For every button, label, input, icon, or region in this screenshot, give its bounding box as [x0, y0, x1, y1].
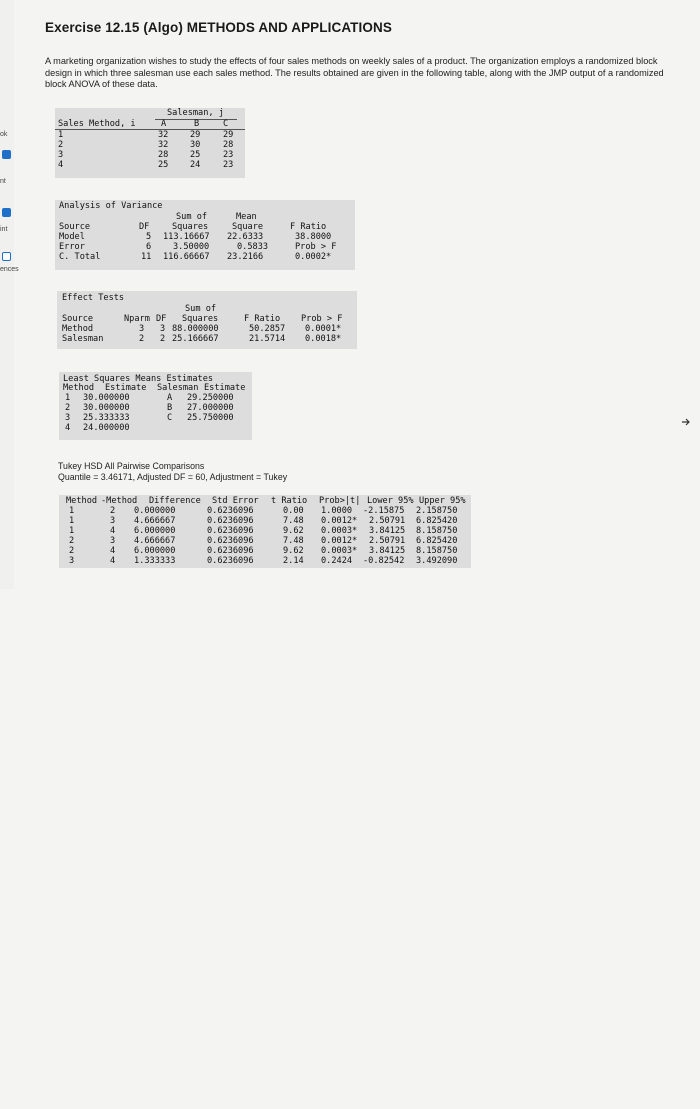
- lsmeans-header-method: Method: [63, 383, 95, 393]
- tukey-row-m1: 1: [69, 516, 75, 526]
- tukey-header-t-ratio: t Ratio: [271, 496, 308, 506]
- anova-row-ss: 113.16667: [163, 232, 210, 242]
- table-cell: 29: [223, 130, 234, 140]
- table-cell: 32: [158, 140, 169, 150]
- sidebar-icon-1[interactable]: [2, 150, 11, 159]
- table-row-method: 3: [58, 150, 64, 160]
- table-cell: 25: [190, 150, 201, 160]
- tukey-row-m1: 1: [69, 526, 75, 536]
- effect-row-ss: 88.000000: [172, 324, 219, 334]
- sales-method-header: Sales Method, i: [58, 119, 136, 129]
- table-cell: 32: [158, 130, 169, 140]
- tukey-row-p: 0.0003*: [321, 546, 358, 556]
- tukey-row-diff: 6.000000: [134, 546, 176, 556]
- table-cell: 23: [223, 150, 234, 160]
- anova-row-ss: 3.50000: [173, 242, 210, 252]
- tukey-row-upper: 6.825420: [416, 516, 458, 526]
- lsmeans-row-est1: 30.000000: [83, 393, 130, 403]
- effect-row-df: 2: [160, 334, 166, 344]
- col-header-b: B: [194, 119, 200, 129]
- col-header-c: C: [223, 119, 229, 129]
- exercise-description: A marketing organization wishes to study the effects of four sales methods on weekly sales of a product. The organization employs a randomized block design in which three salesman use each sales method. The results obtained are given in the following table, along with the JMP output of a randomized block ANOVA of these data.: [45, 56, 664, 89]
- tukey-row-upper: 2.158750: [416, 506, 458, 516]
- tukey-row-t: 2.14: [283, 556, 304, 566]
- lsmeans-row-salesman: B: [167, 403, 173, 413]
- anova-header-mean: Mean: [236, 212, 257, 222]
- tukey-row-t: 7.48: [283, 536, 304, 546]
- lsmeans-row-est1: 25.333333: [83, 413, 130, 423]
- effect-header-f-ratio: F Ratio: [244, 314, 281, 324]
- lsmeans-row-est2: 25.750000: [187, 413, 234, 423]
- tukey-row-diff: 6.000000: [134, 526, 176, 536]
- effect-header-prob: Prob > F: [301, 314, 343, 324]
- lsmeans-row-method: 4: [65, 423, 71, 433]
- tukey-header-method: Method: [66, 496, 98, 506]
- anova-table: [55, 200, 355, 270]
- sidebar-label-ences[interactable]: ences: [0, 266, 19, 273]
- tukey-row-diff: 4.666667: [134, 516, 176, 526]
- anova-row-ms: 0.5833: [237, 242, 269, 252]
- anova-f-ratio-value: 38.8000: [295, 232, 332, 242]
- sidebar-label-nt[interactable]: nt: [0, 178, 6, 185]
- sidebar-icon-2[interactable]: [2, 208, 11, 217]
- effect-row-nparm: 2: [139, 334, 145, 344]
- lsmeans-title: Least Squares Means Estimates: [63, 374, 214, 384]
- tukey-row-t: 9.62: [283, 526, 304, 536]
- effect-tests-table: [57, 291, 357, 349]
- tukey-header-difference: Difference: [149, 496, 201, 506]
- left-sidebar: [0, 0, 19, 589]
- effect-header-source: Source: [62, 314, 94, 324]
- lsmeans-row-method: 3: [65, 413, 71, 423]
- effect-row-df: 3: [160, 324, 166, 334]
- effect-header-squares: Squares: [182, 314, 219, 324]
- tukey-row-se: 0.6236096: [207, 526, 254, 536]
- tukey-header-minus-method: -Method: [101, 496, 138, 506]
- anova-header-df: DF: [139, 222, 150, 232]
- anova-header-f-ratio: F Ratio: [290, 222, 327, 232]
- tukey-row-m2: 4: [110, 526, 116, 536]
- tukey-row-upper: 8.158750: [416, 526, 458, 536]
- sales-data-table: [55, 108, 245, 178]
- tukey-header-std-error: Std Error: [212, 496, 259, 506]
- lsmeans-header-estimate2: Estimate: [204, 383, 246, 393]
- tukey-row-lower: 3.84125: [369, 546, 406, 556]
- anova-row-df: 11: [141, 252, 152, 262]
- sidebar-label-ok[interactable]: ok: [0, 131, 8, 138]
- tukey-row-p: 1.0000: [321, 506, 353, 516]
- lsmeans-row-est1: 30.000000: [83, 403, 130, 413]
- table-cell: 30: [190, 140, 201, 150]
- tukey-row-p: 0.0012*: [321, 536, 358, 546]
- effect-header-nparm: Nparm: [124, 314, 150, 324]
- tukey-row-se: 0.6236096: [207, 556, 254, 566]
- tukey-row-lower: -2.15875: [363, 506, 405, 516]
- tukey-row-m2: 2: [110, 506, 116, 516]
- anova-row-df: 5: [146, 232, 152, 242]
- anova-row-source: C. Total: [59, 252, 101, 262]
- effect-tests-title: Effect Tests: [62, 293, 125, 303]
- anova-row-ms: 22.6333: [227, 232, 264, 242]
- tukey-row-se: 0.6236096: [207, 546, 254, 556]
- effect-row-f: 21.5714: [249, 334, 286, 344]
- effect-row-p: 0.0018*: [305, 334, 342, 344]
- tukey-row-t: 0.00: [283, 506, 304, 516]
- table-row-method: 4: [58, 160, 64, 170]
- table-row-method: 2: [58, 140, 64, 150]
- lsmeans-row-salesman: A: [167, 393, 173, 403]
- tukey-row-m2: 3: [110, 536, 116, 546]
- tukey-row-upper: 6.825420: [416, 536, 458, 546]
- tukey-row-diff: 0.000000: [134, 506, 176, 516]
- lsmeans-row-est2: 29.250000: [187, 393, 234, 403]
- tukey-row-m2: 4: [110, 546, 116, 556]
- tukey-row-lower: 2.50791: [369, 516, 406, 526]
- tukey-row-t: 9.62: [283, 546, 304, 556]
- effect-row-source: Method: [62, 324, 94, 334]
- tukey-row-m1: 3: [69, 556, 75, 566]
- anova-header-sum-of: Sum of: [176, 212, 208, 222]
- anova-header-source: Source: [59, 222, 91, 232]
- lsmeans-header-estimate: Estimate: [105, 383, 147, 393]
- salesman-group-header: Salesman, j: [167, 108, 224, 118]
- lsmeans-row-salesman: C: [167, 413, 173, 423]
- tukey-row-upper: 8.158750: [416, 546, 458, 556]
- tukey-row-lower: 2.50791: [369, 536, 406, 546]
- tukey-row-m2: 3: [110, 516, 116, 526]
- anova-prob-label: Prob > F: [295, 242, 337, 252]
- tukey-header-upper: Upper 95%: [419, 496, 466, 506]
- tukey-row-m1: 2: [69, 546, 75, 556]
- anova-title: Analysis of Variance: [59, 201, 163, 211]
- tukey-row-se: 0.6236096: [207, 506, 254, 516]
- anova-row-ss: 116.66667: [163, 252, 210, 262]
- effect-row-source: Salesman: [62, 334, 104, 344]
- tukey-header-prob: Prob>|t|: [319, 496, 361, 506]
- table-cell: 29: [190, 130, 201, 140]
- effect-row-p: 0.0001*: [305, 324, 342, 334]
- table-cell: 23: [223, 160, 234, 170]
- anova-row-source: Error: [59, 242, 85, 252]
- cursor-arrow-icon: [682, 418, 690, 426]
- tukey-header-lower: Lower 95%: [367, 496, 414, 506]
- exercise-title: Exercise 12.15 (Algo) METHODS AND APPLICATIONS: [45, 20, 392, 35]
- col-header-a: A: [161, 119, 167, 129]
- tukey-row-p: 0.0012*: [321, 516, 358, 526]
- tukey-row-lower: -0.82542: [363, 556, 405, 566]
- lsmeans-table: [59, 372, 252, 440]
- anova-row-ms: 23.2166: [227, 252, 264, 262]
- anova-prob-value: 0.0002*: [295, 252, 332, 262]
- table-cell: 24: [190, 160, 201, 170]
- effect-header-sum-of: Sum of: [185, 304, 217, 314]
- lsmeans-header-salesman: Salesman: [157, 383, 199, 393]
- anova-header-squares: Squares: [172, 222, 209, 232]
- lsmeans-row-est1: 24.000000: [83, 423, 130, 433]
- tukey-row-p: 0.0003*: [321, 526, 358, 536]
- tukey-row-diff: 1.333333: [134, 556, 176, 566]
- tukey-quantile: Quantile = 3.46171, Adjusted DF = 60, Adjustment = Tukey: [58, 472, 288, 482]
- effect-row-ss: 25.166667: [172, 334, 219, 344]
- lsmeans-row-est2: 27.000000: [187, 403, 234, 413]
- table-cell: 25: [158, 160, 169, 170]
- effect-row-f: 50.2857: [249, 324, 286, 334]
- tukey-row-diff: 4.666667: [134, 536, 176, 546]
- anova-header-square: Square: [232, 222, 264, 232]
- sidebar-label-int[interactable]: int: [0, 226, 8, 233]
- tukey-row-t: 7.48: [283, 516, 304, 526]
- tukey-table: [59, 495, 471, 568]
- sidebar-icon-3[interactable]: [2, 252, 11, 261]
- tukey-row-se: 0.6236096: [207, 516, 254, 526]
- tukey-row-p: 0.2424: [321, 556, 353, 566]
- table-row-method: 1: [58, 130, 64, 140]
- effect-row-nparm: 3: [139, 324, 145, 334]
- table-cell: 28: [158, 150, 169, 160]
- tukey-row-lower: 3.84125: [369, 526, 406, 536]
- tukey-title: Tukey HSD All Pairwise Comparisons: [58, 461, 205, 471]
- effect-header-df: DF: [156, 314, 167, 324]
- tukey-row-se: 0.6236096: [207, 536, 254, 546]
- tukey-row-upper: 3.492090: [416, 556, 458, 566]
- tukey-row-m1: 1: [69, 506, 75, 516]
- tukey-row-m1: 2: [69, 536, 75, 546]
- lsmeans-row-method: 1: [65, 393, 71, 403]
- anova-row-df: 6: [146, 242, 152, 252]
- tukey-row-m2: 4: [110, 556, 116, 566]
- tukey-caption: [58, 461, 287, 483]
- table-cell: 28: [223, 140, 234, 150]
- anova-row-source: Model: [59, 232, 85, 242]
- lsmeans-row-method: 2: [65, 403, 71, 413]
